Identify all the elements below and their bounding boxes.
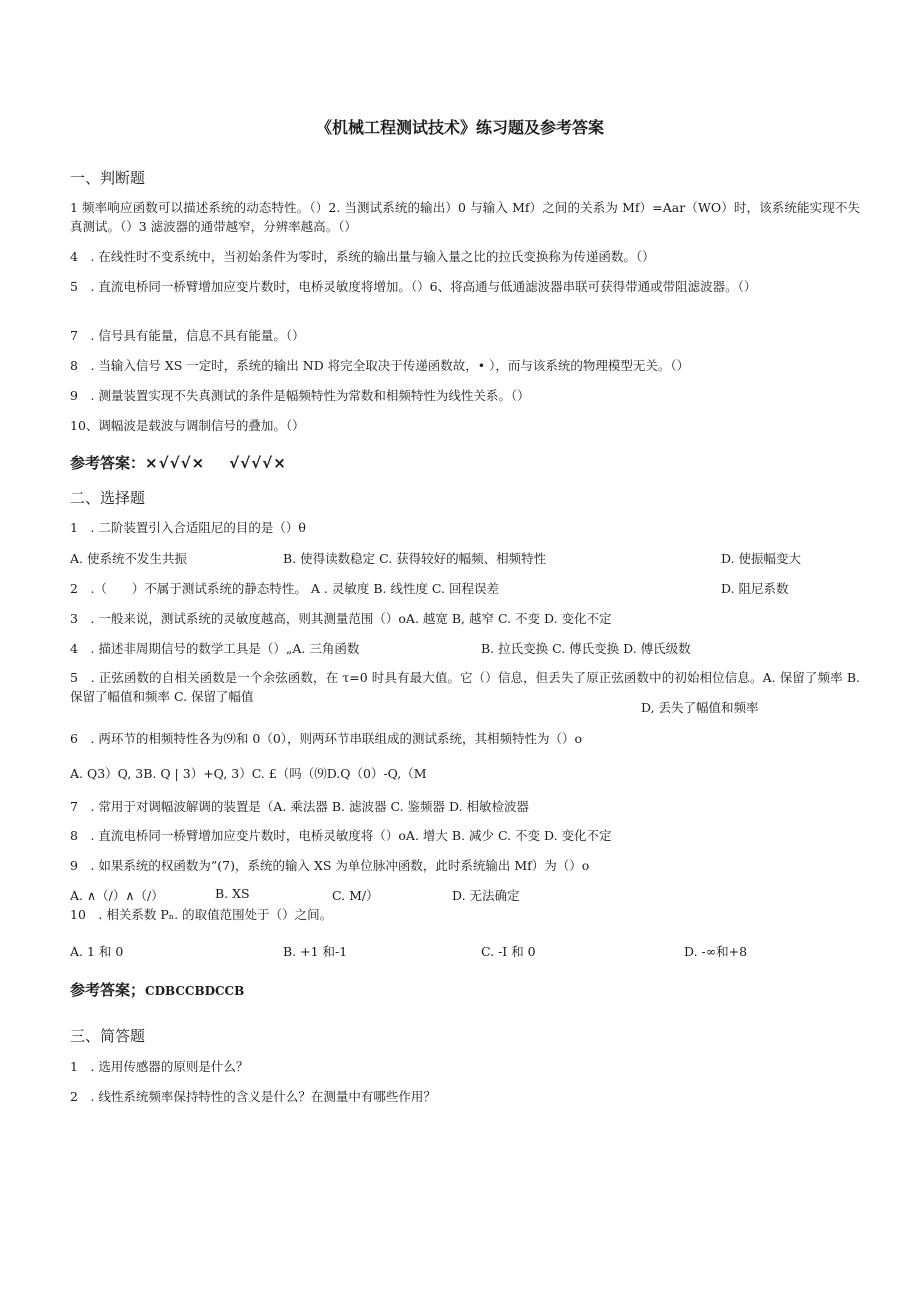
question-8: 8 . 当输入信号 XS 一定时，系统的输出 ND 将完全取决于传递函数故，• ），而与该系统的物理模型无关。（） xyxy=(70,358,690,373)
mc-question-3: 3 . 一般来说，测试系统的灵敏度越高，则其测量范围（）oA. 越宽 B, 越窄 C. 不变 D. 变化不定 xyxy=(70,611,612,626)
mc-q4-options-bcd: B. 拉氏变换 C. 傅氏变换 D. 傅氏级数 xyxy=(481,641,691,656)
mc-q5-option-d: D, 丢失了幅值和频率 xyxy=(641,700,759,715)
short-question-2: 2 . 线性系统频率保持特性的含义是什么？在测量中有哪些作用？ xyxy=(70,1089,436,1104)
mc-q2-option-d: D. 阻尼系数 xyxy=(721,581,789,596)
document-title: 《机械工程测试技术》练习题及参考答案 xyxy=(315,118,604,137)
mc-question-9: 9 . 如果系统的权函数为”(7)，系统的输入 XS 为单位脉冲函数，此时系统输出 Mf）为（）o xyxy=(70,858,590,873)
question-1: 1 频率响应函数可以描述系统的动态特性。（）2. 当测试系统的输出）0 与输入 Mf）之间的关系为 Mf）=Aar（WO）时，该系统能实现不失真测试。（）3 滤波器的通带越窄，分辨率越高。（） xyxy=(70,200,860,234)
mc-q9-option-b: B. XS xyxy=(215,886,250,901)
mc-question-6: 6 . 两环节的相频特性各为⑼和 0（0），则两环节串联组成的测试系统，其相频特性为（）o xyxy=(70,731,583,746)
answer-key-2 xyxy=(70,979,244,1000)
answer-label-2: 参考答案； xyxy=(70,981,146,999)
answer-label: 参考答案： xyxy=(70,454,146,472)
mc-question-5: 5 . 正弦函数的自相关函数是一个余弦函数，在 τ=0 时具有最大值。它（）信息，但丢失了原正弦函数中的初始相位信息。A. 保留了频率 B. 保留了幅值和频率 C. 保留了幅值 xyxy=(70,670,860,704)
answer-marks-a: ×√√√× xyxy=(145,454,206,472)
answer-value-2: CDBCCBDCCB xyxy=(145,984,245,998)
mc-q1-option-d: D. 使振幅变大 xyxy=(721,551,802,566)
question-10: 10、调幅波是载波与调制信号的叠加。（） xyxy=(70,418,305,433)
mc-question-2: 2 .（ ）不属于测试系统的静态特性。 A . 灵敏度 B. 线性度 C. 回程误差 xyxy=(70,581,499,596)
answer-key-1 xyxy=(70,452,287,473)
mc-question-7: 7 . 常用于对调幅波解调的装置是（A. 乘法器 B. 滤波器 C. 鉴频器 D. 相敏检波器 xyxy=(70,799,530,814)
mc-q9-option-d: D. 无法确定 xyxy=(452,888,520,903)
mc-q9-option-c: C. M/） xyxy=(332,888,379,903)
mc-question-1: 1 . 二阶装置引入合适阻尼的目的是（）θ xyxy=(70,520,306,535)
answer-marks-b: √√√√× xyxy=(229,454,287,472)
question-7: 7 . 信号具有能量，信息不具有能量。（） xyxy=(70,328,305,343)
question-5: 5 . 直流电桥同一桥臂增加应变片数时，电桥灵敏度将增加。（）6、将高通与低通滤波器串联可获得带通或带阻滤波器。（） xyxy=(70,279,757,294)
short-question-1: 1 . 选用传感器的原则是什么？ xyxy=(70,1059,249,1074)
section-heading-short-answer: 三、简答题 xyxy=(70,1027,146,1045)
mc-q10-option-b: B. +1 和-1 xyxy=(283,944,348,959)
mc-q1-option-a: A. 使系统不发生共振 xyxy=(70,551,187,566)
mc-q6-options: A. Q3）Q, 3B. Q | 3）+Q, 3）C. £（吗（⑼D.Q（0）-Q,（M xyxy=(70,766,427,781)
mc-question-4: 4 . 描述非周期信号的数学工具是（）„A. 三角函数 xyxy=(70,641,360,656)
section-heading-true-false: 一、判断题 xyxy=(70,169,146,187)
mc-question-8: 8 . 直流电桥同一桥臂增加应变片数时，电桥灵敏度将（）oA. 增大 B. 减少 C. 不变 D. 变化不定 xyxy=(70,828,612,843)
mc-q10-option-a: A. 1 和 0 xyxy=(70,944,124,959)
mc-q10-option-d: D. -∞和+8 xyxy=(684,944,748,959)
mc-question-10: 10 . 相关系数 Pₙ. 的取值范围处于（）之间。 xyxy=(70,907,333,922)
mc-q1-options-bc: B. 使得读数稳定 C. 获得较好的幅频、相频特性 xyxy=(283,551,547,566)
section-heading-multiple-choice: 二、选择题 xyxy=(70,489,146,507)
question-9: 9 . 测量装置实现不失真测试的条件是幅频特性为常数和相频特性为线性关系。（） xyxy=(70,388,530,403)
question-4: 4 . 在线性时不变系统中，当初始条件为零时，系统的输出量与输入量之比的拉氏变换称为传递函数。（） xyxy=(70,249,655,264)
mc-q9-option-a: A. ∧（/）∧（/） xyxy=(70,888,164,903)
mc-q10-option-c: C. -I 和 0 xyxy=(481,944,536,959)
